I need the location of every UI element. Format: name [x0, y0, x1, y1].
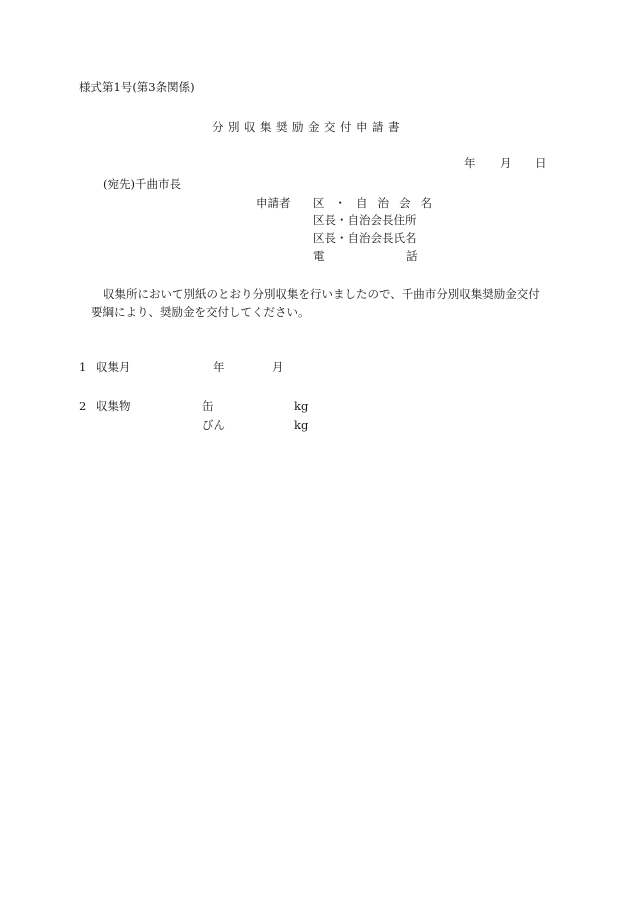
page-title: 分別収集奨励金交付申請書 — [212, 120, 404, 134]
material-bottles-unit: kg — [294, 418, 309, 432]
material-cans: 缶 — [202, 399, 214, 413]
applicant-label: 申請者 — [256, 196, 291, 210]
addressee: (宛先)千曲市長 — [103, 177, 181, 191]
form-number: 様式第1号(第3条関係) — [79, 80, 195, 94]
collection-year-label: 年 — [213, 360, 225, 374]
material-bottles: びん — [202, 418, 225, 432]
applicant-phone-left: 電 — [313, 249, 325, 263]
applicant-district-name: 区・自治会名 — [313, 196, 442, 210]
body-line-1: 収集所において別紙のとおり分別収集を行いましたので、千曲市分別収集奨励金交付 — [103, 287, 540, 301]
applicant-phone-right: 話 — [406, 249, 418, 263]
item-label: 収集月 — [96, 360, 131, 374]
material-cans-unit: kg — [294, 399, 309, 413]
item-label: 収集物 — [96, 399, 131, 413]
date-month-label: 月 — [500, 156, 512, 170]
item-number: 2 — [79, 399, 87, 413]
applicant-leader-address: 区長・自治会長住所 — [313, 213, 417, 227]
applicant-leader-name: 区長・自治会長氏名 — [313, 231, 417, 245]
item-number: 1 — [79, 360, 87, 374]
date-year-label: 年 — [464, 156, 476, 170]
date-day-label: 日 — [535, 156, 547, 170]
body-line-2: 要綱により、奨励金を交付してください。 — [91, 305, 310, 319]
collection-month-label: 月 — [272, 360, 284, 374]
